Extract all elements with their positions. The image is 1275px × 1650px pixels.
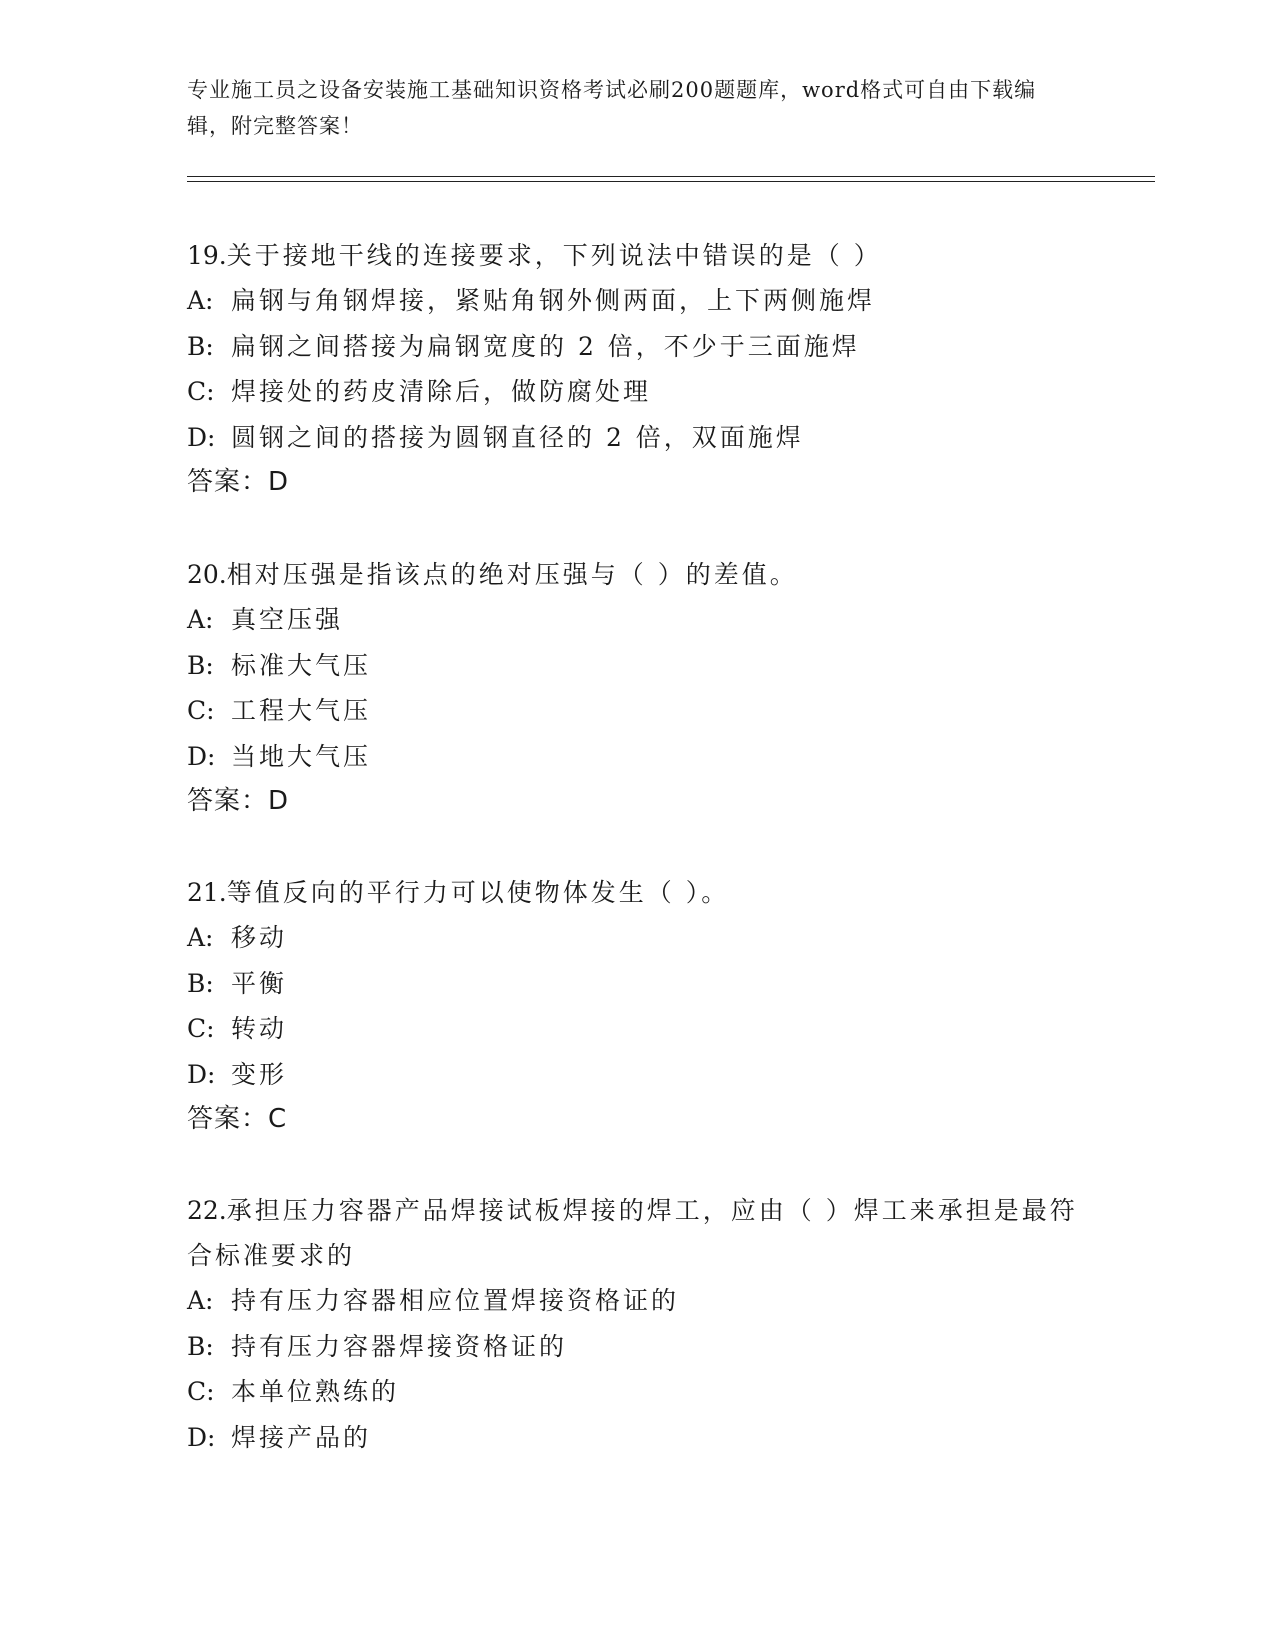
option-letter: C: [187, 696, 215, 725]
option-text: 本单位熟练的 [231, 1377, 400, 1406]
option-a [187, 1278, 1087, 1324]
option-text: 平衡 [231, 968, 288, 998]
option-a [187, 278, 1087, 324]
option-letter: C: [187, 1377, 215, 1406]
question-stem [187, 870, 1087, 915]
question-text: 等值反向的平行力可以使物体发生（ ）。 [226, 878, 730, 907]
option-a [187, 597, 1087, 643]
option-letter: D: [187, 1422, 216, 1452]
option-d [187, 415, 1087, 461]
option-letter: A: [187, 605, 214, 634]
question-number: 19. [187, 241, 227, 270]
question-stem [187, 552, 1087, 597]
option-text: 扁钢与角钢焊接，紧贴角钢外侧两面，上下两侧施焊 [231, 286, 876, 315]
option-text: 持有压力容器相应位置焊接资格证的 [231, 1286, 680, 1315]
option-d [187, 1415, 1087, 1461]
question-number: 21. [187, 878, 227, 907]
question-text: 承担压力容器产品焊接试板焊接的焊工，应由（ ）焊工来承担是最符合标准要求的 [187, 1196, 1078, 1270]
option-letter: B: [187, 650, 214, 680]
question-22 [187, 1188, 1087, 1460]
option-text: 工程大气压 [231, 696, 372, 725]
option-d [187, 1052, 1087, 1098]
question-text: 关于接地干线的连接要求，下列说法中错误的是（ ） [226, 241, 882, 270]
option-text: 转动 [231, 1014, 288, 1043]
option-d [187, 734, 1087, 780]
option-letter: C: [187, 377, 215, 406]
question-19 [187, 233, 1087, 505]
option-text: 焊接产品的 [231, 1422, 372, 1452]
option-b [187, 1324, 1087, 1370]
option-letter: A: [187, 286, 214, 315]
option-b [187, 643, 1087, 689]
option-letter: B: [187, 1331, 214, 1361]
option-c [187, 1006, 1087, 1052]
option-letter: B: [187, 968, 214, 998]
option-a [187, 915, 1087, 961]
option-letter: D: [187, 741, 216, 771]
question-number: 22. [187, 1196, 227, 1225]
question-21 [187, 870, 1087, 1142]
option-c [187, 369, 1087, 415]
option-letter: A: [187, 923, 214, 952]
option-text: 焊接处的药皮清除后，做防腐处理 [231, 377, 652, 406]
option-text: 移动 [231, 923, 288, 952]
option-letter: B: [187, 331, 214, 361]
answer-label: 答案：D [187, 786, 290, 816]
question-text: 相对压强是指该点的绝对压强与（ ）的差值。 [226, 560, 798, 589]
option-text: 当地大气压 [231, 741, 372, 771]
option-text: 持有压力容器焊接资格证的 [231, 1331, 568, 1361]
option-letter: D: [187, 1059, 216, 1089]
option-c [187, 1369, 1087, 1415]
option-text: 标准大气压 [231, 650, 372, 680]
option-letter: D: [187, 422, 216, 452]
option-text: 扁钢之间搭接为扁钢宽度的 2 倍，不少于三面施焊 [231, 331, 860, 361]
document-header: 专业施工员之设备安装施工基础知识资格考试必刷200题题库，word格式可自由下载编辑，附完整答案！ [187, 78, 1037, 138]
option-letter: C: [187, 1014, 215, 1043]
question-stem [187, 233, 1087, 278]
header-divider-top [187, 176, 1155, 177]
option-text: 真空压强 [231, 605, 344, 634]
option-text: 圆钢之间的搭接为圆钢直径的 2 倍，双面施焊 [231, 422, 804, 452]
header-divider-bottom [187, 181, 1155, 182]
answer-label: 答案：C [187, 1104, 288, 1134]
option-letter: A: [187, 1286, 214, 1315]
option-text: 变形 [231, 1059, 288, 1089]
option-b [187, 961, 1087, 1007]
option-b [187, 324, 1087, 370]
answer-label: 答案：D [187, 467, 290, 497]
question-20 [187, 552, 1087, 824]
question-stem [187, 1188, 1087, 1278]
question-number: 20. [187, 560, 227, 589]
option-c [187, 688, 1087, 734]
